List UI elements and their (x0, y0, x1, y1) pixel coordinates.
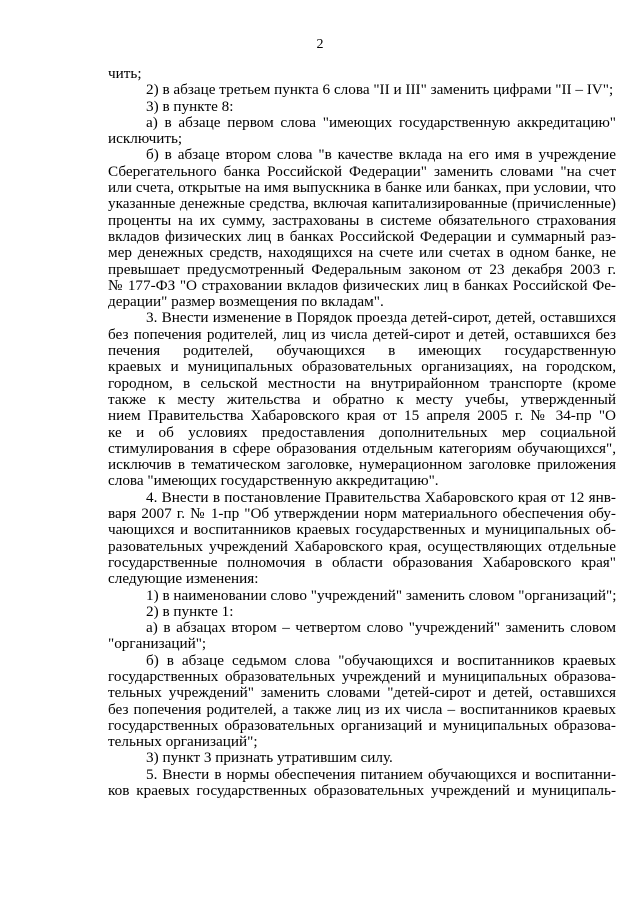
text-line: ке и об условиях предоставления дополнительных мер социальной (108, 424, 616, 441)
text-line: государственные полномочия в области образования Хабаровского края" (108, 554, 616, 571)
text-line: государственных образовательных учреждений и муниципальных образова- (108, 668, 616, 685)
paragraph (108, 82, 616, 98)
text-line: тельных учреждений" заменить словами "детей-сирот и детей, оставшихся (108, 685, 616, 702)
text-line: слова "имеющих государственную аккредитацию". (108, 472, 439, 490)
text-line: б) в абзаце втором слова "в качестве вклада на его имя в учреждение (146, 147, 616, 164)
text-line: государственных образовательных организаций и муниципальных образова- (108, 717, 616, 734)
paragraph (108, 750, 616, 766)
text-line: без попечения родителей, а также лиц из их числа – воспитанников краевых (108, 701, 616, 718)
text-line: городном, в сельской местности на внутрирайонном транспорте (кроме (108, 375, 616, 392)
text-line: печения родителей, обучающихся в имеющих государственную (108, 343, 616, 360)
text-line: чающихся и воспитанников краевых государственных и муниципальных об- (108, 522, 616, 539)
paragraph (108, 66, 616, 82)
text-line: № 177-ФЗ "О страховании вкладов физических лиц в банках Российской Фе- (108, 277, 616, 294)
text-line: 2) в абзаце третьем пункта 6 слова "II и III" заменить цифрами "II – IV"; (146, 81, 614, 99)
document-body (108, 66, 616, 799)
text-line: указанные денежные средства, включая капитализированные (причисленные) (108, 196, 616, 213)
text-line: без попечения родителей, лиц из числа детей-сирот и детей, оставшихся без (108, 326, 616, 343)
text-line: дерации" размер возмещения по вкладам". (108, 293, 384, 311)
paragraph (108, 310, 616, 489)
text-line: 1) в наименовании слово "учреждений" заменить словом "организаций"; (146, 586, 617, 604)
text-line: стимулирования в сфере образования отдельным категориям обучающихся", (108, 440, 616, 457)
text-line: "организаций"; (108, 635, 207, 653)
text-line: или счета, открытые на имя выпускника в банке или банках, при условии, что (108, 180, 616, 197)
text-line: превышает предусмотренный Федеральным законом от 23 декабря 2003 г. (108, 261, 616, 278)
text-line: исключив в тематическом заголовке, нумерационном заголовке приложения (108, 457, 616, 474)
text-line: 3) в пункте 8: (146, 97, 234, 115)
paragraph (108, 115, 616, 148)
text-line: а) в абзацах втором – четвертом слово "учреждений" заменить словом (146, 620, 616, 637)
text-line: Сберегательного банка Российской Федерации" заменить словами "на счет (108, 163, 616, 180)
text-line: ков краевых государственных образовательных учреждений и муниципаль- (108, 783, 616, 800)
text-line: разовательных учреждений Хабаровского края, осуществляющих отдельные (108, 538, 616, 555)
paragraph (108, 490, 616, 588)
text-line: 3. Внести изменение в Порядок проезда детей-сирот, детей, оставшихся (146, 310, 616, 327)
text-line: мер денежных средств, находящихся на счете или счетах в одном банке, не (108, 245, 616, 262)
text-line: 4. Внести в постановление Правительства Хабаровского края от 12 янв- (146, 489, 616, 506)
text-line: варя 2007 г. № 1-пр "Об утверждении норм материального обеспечения обу- (108, 506, 616, 523)
text-line: чить; (108, 65, 142, 82)
paragraph (108, 620, 616, 653)
text-line: а) в абзаце первом слова "имеющих государственную аккредитацию" (146, 114, 616, 131)
page-number: 2 (316, 37, 324, 52)
text-line: вкладов физических лиц в банках Российской Федерации и суммарный раз- (108, 228, 616, 245)
text-line: следующие изменения: (108, 570, 259, 588)
text-line: проценты на их сумму, застрахованы в системе обязательного страхования (108, 212, 616, 229)
text-line: исключить; (108, 130, 183, 148)
text-line: также к месту жительства и обратно к месту учебы, утвержденный (108, 391, 616, 408)
text-line: 3) пункт 3 признать утратившим силу. (146, 749, 393, 767)
paragraph (108, 147, 616, 310)
text-line: тельных организаций"; (108, 733, 258, 751)
paragraph (108, 99, 616, 115)
text-line: 5. Внести в нормы обеспечения питанием обучающихся и воспитанни- (146, 766, 616, 783)
text-line: краевых и муниципальных образовательных организациях, на городском, (108, 359, 616, 376)
paragraph (108, 653, 616, 751)
paragraph (108, 767, 616, 800)
paragraph (108, 588, 616, 604)
text-line: нием Правительства Хабаровского края от 15 апреля 2005 г. № 34-пр "О (108, 408, 616, 425)
text-line: б) в абзаце седьмом слова "обучающихся и воспитанников краевых (146, 652, 616, 669)
paragraph (108, 604, 616, 620)
text-line: 2) в пункте 1: (146, 602, 234, 620)
